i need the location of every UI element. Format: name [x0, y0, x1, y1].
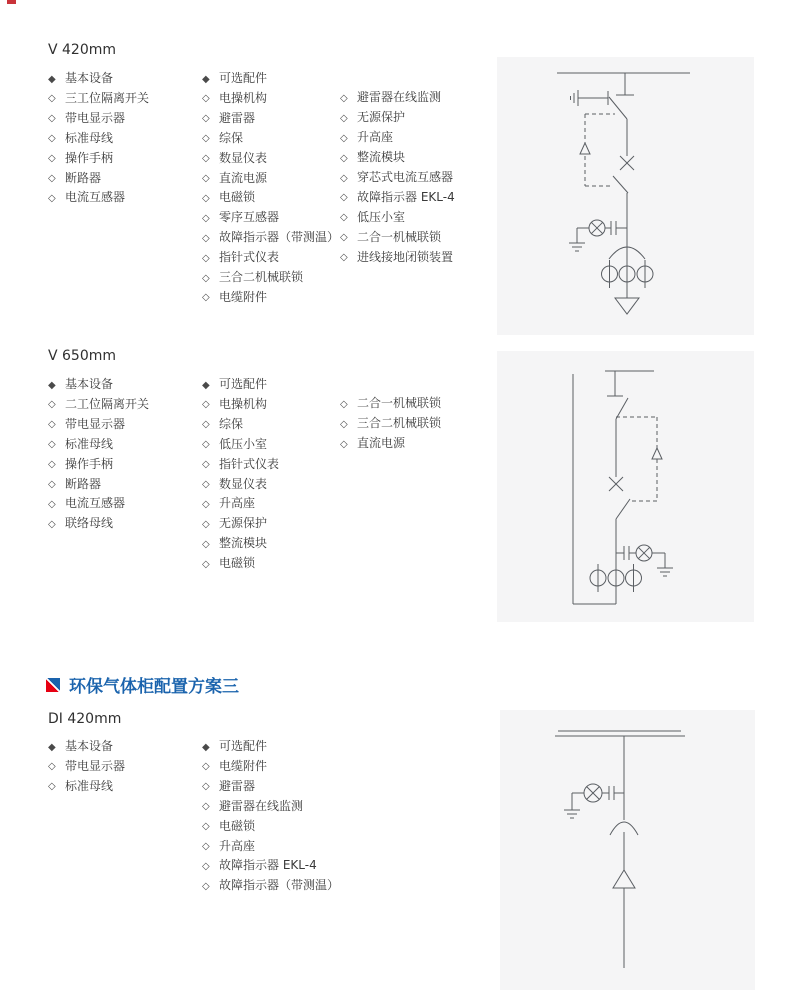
- hollow-diamond-icon: ◇: [202, 479, 210, 491]
- optional-accessories-list: [202, 395, 279, 574]
- list-item: ◇ 标准母线: [48, 435, 149, 455]
- list-item: ◇ 避雷器在线监测: [340, 88, 455, 108]
- lower-switch-blade: [616, 499, 630, 519]
- optional-accessories-header: ◆ 可选配件: [202, 69, 339, 89]
- voltage-indicator-lamp: [572, 784, 624, 810]
- hollow-diamond-icon: ◇: [202, 558, 210, 570]
- hollow-diamond-icon: ◇: [48, 153, 56, 165]
- hollow-diamond-icon: ◇: [340, 112, 348, 124]
- hollow-diamond-icon: ◇: [202, 292, 210, 304]
- interlock-dashed-box: [616, 417, 657, 501]
- earth-icon: [657, 568, 673, 576]
- list-item: ◇ 标准母线: [48, 777, 125, 797]
- hollow-diamond-icon: ◇: [202, 93, 210, 105]
- di420-single-line-diagram: [500, 710, 755, 990]
- hollow-diamond-icon: ◇: [48, 419, 56, 431]
- list-item: ◇ 综保: [202, 129, 339, 149]
- hollow-diamond-icon: ◇: [340, 192, 348, 204]
- list-item: ◇ 故障指示器（带测温）: [202, 228, 339, 248]
- v650-basic-equipment-column: [48, 375, 149, 534]
- list-item: ◇ 操作手柄: [48, 455, 149, 475]
- v650-single-line-diagram: [497, 351, 754, 622]
- delta-symbol-icon: [580, 143, 590, 154]
- filled-diamond-icon: ◆: [202, 741, 210, 753]
- section-title-di420: DI 420mm: [48, 711, 122, 727]
- list-item: ◇ 三工位隔离开关: [48, 89, 149, 109]
- hollow-diamond-icon: ◇: [202, 419, 210, 431]
- list-item: ◇ 综保: [202, 415, 279, 435]
- bus-tie-riser: [573, 374, 616, 604]
- list-item: ◇ 二合一机械联锁: [340, 394, 441, 414]
- list-item: ◇ 数显仪表: [202, 475, 279, 495]
- list-item: ◇ 二合一机械联锁: [340, 228, 455, 248]
- filled-diamond-icon: ◆: [48, 741, 56, 753]
- v420-optional-accessories-column-2: [340, 88, 455, 267]
- list-item: ◇ 直流电源: [340, 434, 441, 454]
- list-item: ◇ 零序互感器: [202, 208, 339, 228]
- hollow-diamond-icon: ◇: [202, 113, 210, 125]
- section-title-v420: V 420mm: [48, 42, 117, 58]
- list-item: ◇ 电缆附件: [202, 288, 339, 308]
- list-item: ◇ 二工位隔离开关: [48, 395, 149, 415]
- hollow-diamond-icon: ◇: [202, 173, 210, 185]
- busbar: [557, 73, 690, 95]
- list-item: ◇ 指针式仪表: [202, 248, 339, 268]
- list-item: ◇ 联络母线: [48, 514, 149, 534]
- earth-icon: [569, 243, 585, 251]
- hollow-diamond-icon: ◇: [202, 133, 210, 145]
- filled-diamond-icon: ◆: [202, 73, 210, 85]
- hollow-diamond-icon: ◇: [202, 153, 210, 165]
- optional-accessories-list-2: [340, 394, 441, 454]
- list-item: ◇ 低压小室: [202, 435, 279, 455]
- hollow-diamond-icon: ◇: [48, 93, 56, 105]
- hollow-diamond-icon: ◇: [202, 781, 210, 793]
- section-title-v650: V 650mm: [48, 348, 117, 364]
- list-item: ◇ 穿芯式电流互感器: [340, 168, 455, 188]
- hollow-diamond-icon: ◇: [48, 459, 56, 471]
- hollow-diamond-icon: ◇: [48, 518, 56, 530]
- list-item: ◇ 升高座: [202, 494, 279, 514]
- list-item: ◇ 低压小室: [340, 208, 455, 228]
- hollow-diamond-icon: ◇: [202, 880, 210, 892]
- hollow-diamond-icon: ◇: [340, 152, 348, 164]
- list-item: ◇ 电磁锁: [202, 188, 339, 208]
- hollow-diamond-icon: ◇: [202, 498, 210, 510]
- list-item: ◇ 无源保护: [340, 108, 455, 128]
- list-item: ◇ 操作手柄: [48, 149, 149, 169]
- busbar: [605, 371, 654, 396]
- current-transformers: [602, 249, 654, 298]
- list-item: ◇ 带电显示器: [48, 415, 149, 435]
- hollow-diamond-icon: ◇: [202, 272, 210, 284]
- hollow-diamond-icon: ◇: [202, 860, 210, 872]
- cable-termination-icon: [615, 298, 639, 314]
- list-item: ◇ 故障指示器 EKL-4: [202, 856, 339, 876]
- list-item: ◇ 电磁锁: [202, 554, 279, 574]
- hollow-diamond-icon: ◇: [48, 761, 56, 773]
- voltage-indicator-lamp: [577, 220, 627, 243]
- page-corner-fragment: [7, 0, 16, 4]
- list-item: ◇ 电磁锁: [202, 817, 339, 837]
- hollow-diamond-icon: ◇: [202, 252, 210, 264]
- list-item: ◇ 避雷器: [202, 777, 339, 797]
- hollow-diamond-icon: ◇: [202, 459, 210, 471]
- hollow-diamond-icon: ◇: [202, 841, 210, 853]
- list-item: ◇ 电流互感器: [48, 188, 149, 208]
- list-item: ◇ 电操机构: [202, 395, 279, 415]
- delta-symbol-icon: [652, 448, 662, 459]
- list-item: ◇ 指针式仪表: [202, 455, 279, 475]
- list-item: ◇ 断路器: [48, 169, 149, 189]
- hollow-diamond-icon: ◇: [48, 192, 56, 204]
- list-item: ◇ 带电显示器: [48, 757, 125, 777]
- hollow-diamond-icon: ◇: [48, 133, 56, 145]
- three-position-switch: [571, 90, 628, 119]
- basic-equipment-header: ◆ 基本设备: [48, 375, 149, 395]
- hollow-diamond-icon: ◇: [340, 398, 348, 410]
- list-item: ◇ 三合二机械联锁: [202, 268, 339, 288]
- list-item: ◇ 电操机构: [202, 89, 339, 109]
- hollow-diamond-icon: ◇: [202, 399, 210, 411]
- list-item: ◇ 无源保护: [202, 514, 279, 534]
- hollow-diamond-icon: ◇: [340, 132, 348, 144]
- di420-basic-equipment-column: [48, 737, 125, 797]
- list-item: ◇ 整流模块: [202, 534, 279, 554]
- list-item: ◇ 故障指示器（带测温）: [202, 876, 339, 896]
- hollow-diamond-icon: ◇: [48, 439, 56, 451]
- hollow-diamond-icon: ◇: [202, 538, 210, 550]
- filled-diamond-icon: ◆: [48, 73, 56, 85]
- v420-single-line-diagram: [497, 57, 754, 335]
- hollow-diamond-icon: ◇: [48, 173, 56, 185]
- hollow-diamond-icon: ◇: [48, 781, 56, 793]
- v420-optional-accessories-column: [202, 69, 339, 308]
- hollow-diamond-icon: ◇: [340, 212, 348, 224]
- basic-equipment-header: ◆ 基本设备: [48, 737, 125, 757]
- busbar: [555, 731, 685, 736]
- hollow-diamond-icon: ◇: [202, 232, 210, 244]
- v650-optional-accessories-column: [202, 375, 279, 574]
- optional-accessories-list-2: [340, 88, 455, 267]
- hollow-diamond-icon: ◇: [340, 438, 348, 450]
- hollow-diamond-icon: ◇: [340, 172, 348, 184]
- basic-equipment-list: [48, 89, 149, 208]
- hollow-diamond-icon: ◇: [48, 399, 56, 411]
- diagonal-square-icon: [46, 678, 60, 692]
- list-item: ◇ 数显仪表: [202, 149, 339, 169]
- hollow-diamond-icon: ◇: [202, 801, 210, 813]
- v420-circuit-diagram-panel: [497, 57, 754, 335]
- list-item: ◇ 避雷器在线监测: [202, 797, 339, 817]
- hollow-diamond-icon: ◇: [340, 232, 348, 244]
- list-item: ◇ 三合二机械联锁: [340, 414, 441, 434]
- hollow-diamond-icon: ◇: [48, 479, 56, 491]
- v650-circuit-diagram-panel: [497, 351, 754, 622]
- upper-switch-blade: [616, 398, 628, 419]
- di420-optional-accessories-column: [202, 737, 339, 896]
- hollow-diamond-icon: ◇: [340, 252, 348, 264]
- hollow-diamond-icon: ◇: [202, 212, 210, 224]
- circuit-breaker-x-icon: [620, 156, 634, 170]
- filled-diamond-icon: ◆: [202, 379, 210, 391]
- scheme-heading-text: 环保气体柜配置方案三: [69, 677, 239, 697]
- filled-diamond-icon: ◆: [48, 379, 56, 391]
- list-item: ◇ 标准母线: [48, 129, 149, 149]
- optional-accessories-list: [202, 89, 339, 308]
- hollow-diamond-icon: ◇: [48, 113, 56, 125]
- list-item: ◇ 进线接地闭锁装置: [340, 248, 455, 268]
- voltage-indicator-lamp: [616, 545, 665, 568]
- list-item: ◇ 电流互感器: [48, 494, 149, 514]
- basic-equipment-header: ◆ 基本设备: [48, 69, 149, 89]
- hollow-diamond-icon: ◇: [202, 518, 210, 530]
- hollow-diamond-icon: ◇: [202, 192, 210, 204]
- v650-optional-accessories-column-2: [340, 394, 441, 454]
- basic-equipment-list: [48, 395, 149, 534]
- optional-accessories-header: ◆ 可选配件: [202, 375, 279, 395]
- lower-switch-blade: [613, 176, 628, 193]
- hollow-diamond-icon: ◇: [202, 821, 210, 833]
- cable-termination-icon: [613, 870, 635, 888]
- hollow-diamond-icon: ◇: [340, 92, 348, 104]
- optional-accessories-list: [202, 757, 339, 896]
- optional-accessories-header: ◆ 可选配件: [202, 737, 339, 757]
- scheme-heading: [46, 672, 239, 697]
- earth-icon: [564, 810, 580, 818]
- list-item: ◇ 整流模块: [340, 148, 455, 168]
- hollow-diamond-icon: ◇: [48, 498, 56, 510]
- list-item: ◇ 故障指示器 EKL-4: [340, 188, 455, 208]
- list-item: ◇ 直流电源: [202, 169, 339, 189]
- list-item: ◇ 电缆附件: [202, 757, 339, 777]
- list-item: ◇ 升高座: [340, 128, 455, 148]
- hollow-diamond-icon: ◇: [202, 761, 210, 773]
- hollow-diamond-icon: ◇: [340, 418, 348, 430]
- hollow-diamond-icon: ◇: [202, 439, 210, 451]
- circuit-breaker-x-icon: [609, 477, 623, 491]
- list-item: ◇ 断路器: [48, 475, 149, 495]
- di420-circuit-diagram-panel: [500, 710, 755, 990]
- interlock-dashed-box: [585, 114, 615, 186]
- v420-basic-equipment-column: [48, 69, 149, 208]
- basic-equipment-list: [48, 757, 125, 797]
- list-item: ◇ 带电显示器: [48, 109, 149, 129]
- list-item: ◇ 避雷器: [202, 109, 339, 129]
- list-item: ◇ 升高座: [202, 837, 339, 857]
